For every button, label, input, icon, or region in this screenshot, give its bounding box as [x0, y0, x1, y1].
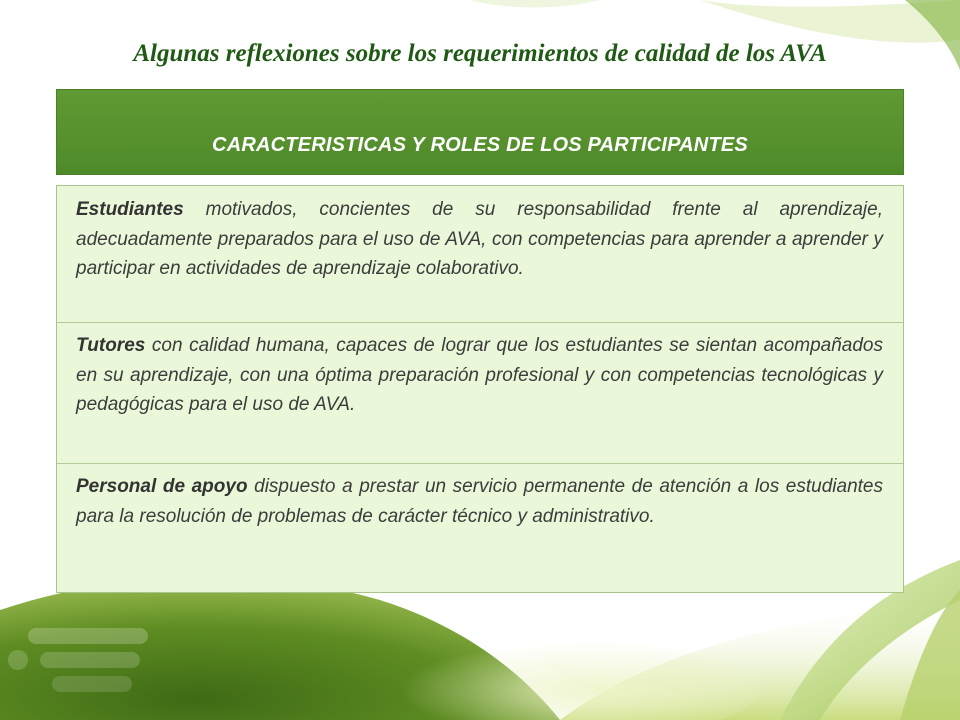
personal-apoyo-paragraph	[76, 472, 883, 531]
tutores-paragraph	[76, 331, 883, 420]
section-personal-apoyo	[57, 463, 903, 594]
estudiantes-paragraph	[76, 195, 883, 284]
estudiantes-text: motivados, concientes de su responsabilidad frente al aprendizaje, adecuadamente preparados para el uso de AVA, con competencias para aprender a aprender y participar en actividades de aprendizaje colaborativo.	[76, 199, 883, 279]
section-tutores	[57, 322, 903, 463]
section-header-banner	[56, 89, 904, 175]
tutores-lead: Tutores	[76, 335, 146, 356]
personal-apoyo-lead: Personal de apoyo	[76, 476, 248, 497]
personal-apoyo-text: dispuesto a prestar un servicio permanente de atención a los estudiantes para la resolución de problemas de carácter técnico y administrativo.	[76, 476, 883, 527]
participants-content-box	[56, 185, 904, 593]
tutores-text: con calidad humana, capaces de lograr que los estudiantes se sientan acompañados en su aprendizaje, con una óptima preparación profesional y con competencias tecnológicas y pedagógicas para el uso de AVA.	[76, 335, 883, 415]
estudiantes-lead: Estudiantes	[76, 199, 184, 220]
slide-title: Algunas reflexiones sobre los requerimientos de calidad de los AVA	[133, 40, 827, 67]
section-header-label: CARACTERISTICAS Y ROLES DE LOS PARTICIPANTES	[212, 134, 748, 156]
section-estudiantes	[57, 186, 903, 322]
